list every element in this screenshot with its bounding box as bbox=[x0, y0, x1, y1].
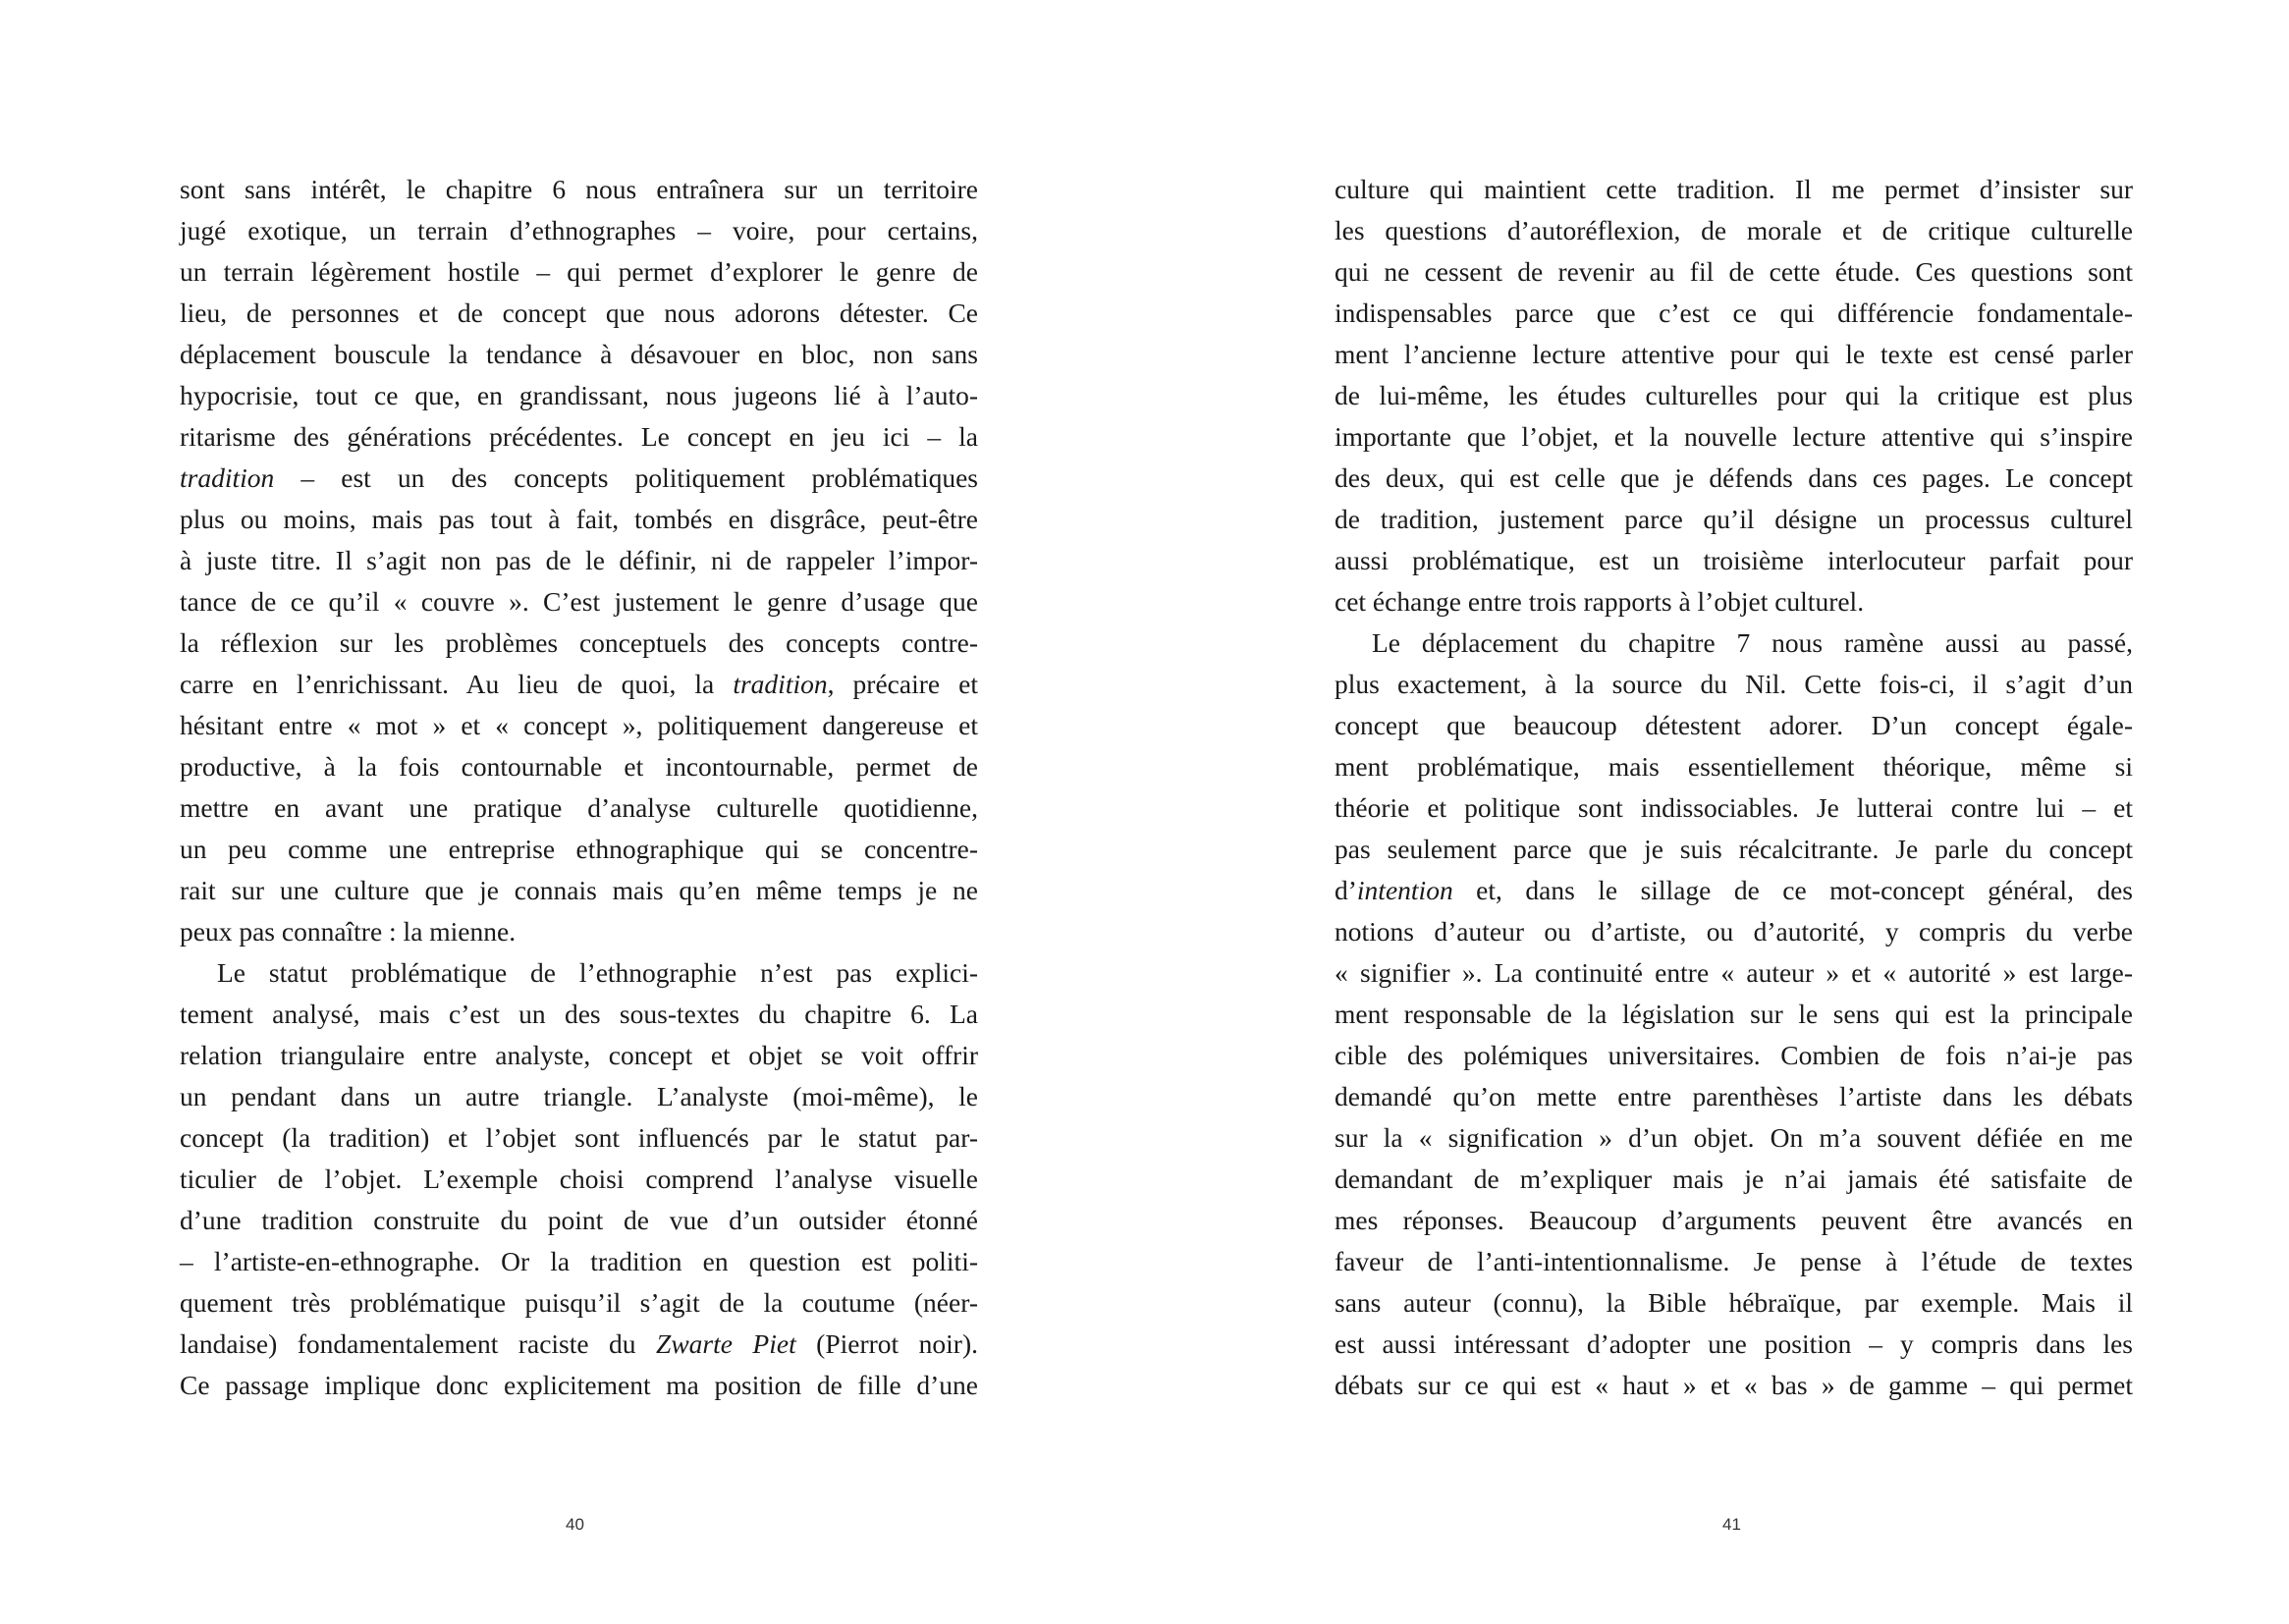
text-segment: peux pas connaître : la mienne. bbox=[180, 916, 517, 947]
text-segment: (Pierrot noir). bbox=[795, 1328, 978, 1359]
text-segment: jugé exotique, un terrain d’ethnographes – voire, pour certains, bbox=[180, 215, 978, 245]
text-line bbox=[180, 623, 978, 664]
text-segment: ritarisme des générations précédentes. Le concept en jeu ici – la bbox=[180, 421, 978, 452]
right-page-text bbox=[1335, 169, 2133, 1406]
left-page bbox=[0, 0, 1144, 1624]
text-line bbox=[180, 870, 978, 911]
text-line bbox=[180, 1200, 978, 1241]
text-line bbox=[1335, 705, 2133, 746]
text-segment: notions d’auteur ou d’artiste, ou d’autorité, y compris du verbe bbox=[1335, 916, 2133, 947]
text-line bbox=[1335, 1200, 2133, 1241]
text-segment: quement très problématique puisqu’il s’agit de la coutume (néer- bbox=[180, 1287, 978, 1318]
text-segment: et, dans le sillage de ce mot-concept général, des bbox=[1452, 875, 2133, 905]
text-line bbox=[1335, 787, 2133, 829]
text-line bbox=[180, 375, 978, 416]
text-segment: – est un des concepts politiquement problématiques bbox=[274, 462, 978, 493]
text-line bbox=[180, 458, 978, 499]
text-line bbox=[1335, 1324, 2133, 1365]
text-segment: un pendant dans un autre triangle. L’analyste (moi-même), le bbox=[180, 1081, 978, 1111]
text-segment: sont sans intérêt, le chapitre 6 nous entraînera sur un territoire bbox=[180, 174, 978, 204]
text-segment: de lui-même, les études culturelles pour qui la critique est plus bbox=[1335, 380, 2133, 410]
text-line bbox=[180, 540, 978, 581]
text-line bbox=[180, 1282, 978, 1324]
text-line bbox=[180, 994, 978, 1035]
text-segment: déplacement bouscule la tendance à désavouer en bloc, non sans bbox=[180, 339, 978, 369]
text-segment: culture qui maintient cette tradition. Il me permet d’insister sur bbox=[1335, 174, 2133, 204]
text-line bbox=[180, 1076, 978, 1117]
text-segment: productive, à la fois contournable et incontournable, permet de bbox=[180, 751, 978, 782]
text-segment: débats sur ce qui est « haut » et « bas » de gamme – qui permet bbox=[1335, 1370, 2133, 1400]
italic-text: tradition bbox=[180, 462, 275, 493]
text-line bbox=[1335, 664, 2133, 705]
text-line bbox=[180, 581, 978, 623]
text-line bbox=[1335, 458, 2133, 499]
text-line bbox=[1335, 1365, 2133, 1406]
text-segment: carre en l’enrichissant. Au lieu de quoi, la bbox=[180, 669, 734, 699]
text-line bbox=[1335, 623, 2133, 664]
text-line bbox=[1335, 1035, 2133, 1076]
text-line bbox=[180, 293, 978, 334]
text-segment: la réflexion sur les problèmes conceptuels des concepts contre- bbox=[180, 627, 978, 658]
text-line bbox=[180, 251, 978, 293]
text-line bbox=[1335, 746, 2133, 787]
text-segment: pas seulement parce que je suis récalcitrante. Je parle du concept bbox=[1335, 834, 2133, 864]
text-line bbox=[1335, 540, 2133, 581]
text-line bbox=[180, 952, 978, 994]
text-segment: « signifier ». La continuité entre « auteur » et « autorité » est large- bbox=[1335, 957, 2133, 988]
text-segment: ment l’ancienne lecture attentive pour qui le texte est censé parler bbox=[1335, 339, 2133, 369]
text-segment: ment problématique, mais essentiellement théorique, même si bbox=[1335, 751, 2133, 782]
text-segment: est aussi intéressant d’adopter une position – y compris dans les bbox=[1335, 1328, 2133, 1359]
text-line bbox=[180, 1241, 978, 1282]
text-line bbox=[1335, 1159, 2133, 1200]
text-line bbox=[1335, 334, 2133, 375]
text-segment: sur la « signification » d’un objet. On m’a souvent défiée en me bbox=[1335, 1122, 2133, 1153]
text-segment: cet échange entre trois rapports à l’objet culturel. bbox=[1335, 586, 1865, 617]
text-line bbox=[1335, 293, 2133, 334]
italic-text: tradition bbox=[733, 669, 828, 699]
text-segment: d’ bbox=[1335, 875, 1357, 905]
text-segment: Le statut problématique de l’ethnographie n’est pas explici- bbox=[217, 957, 978, 988]
text-segment: tance de ce qu’il « couvre ». C’est justement le genre d’usage que bbox=[180, 586, 978, 617]
text-segment: Ce passage implique donc explicitement ma position de fille d’une bbox=[180, 1370, 978, 1400]
text-line bbox=[1335, 1241, 2133, 1282]
text-segment: des deux, qui est celle que je défends dans ces pages. Le concept bbox=[1335, 462, 2133, 493]
text-line bbox=[180, 746, 978, 787]
text-segment: , précaire et bbox=[827, 669, 978, 699]
right-page bbox=[1145, 0, 2289, 1624]
text-segment: hypocrisie, tout ce que, en grandissant, nous jugeons lié à l’auto- bbox=[180, 380, 978, 410]
text-segment: relation triangulaire entre analyste, concept et objet se voit offrir bbox=[180, 1040, 978, 1070]
text-line bbox=[180, 169, 978, 210]
text-line bbox=[180, 705, 978, 746]
text-line bbox=[1335, 952, 2133, 994]
text-segment: – l’artiste-en-ethnographe. Or la tradition en question est politi- bbox=[180, 1246, 978, 1276]
italic-text: intention bbox=[1356, 875, 1453, 905]
text-line bbox=[1335, 416, 2133, 458]
text-segment: concept que beaucoup détestent adorer. D’un concept égale- bbox=[1335, 710, 2133, 740]
text-segment: aussi problématique, est un troisième interlocuteur parfait pour bbox=[1335, 545, 2133, 575]
text-line bbox=[1335, 499, 2133, 540]
text-segment: plus exactement, à la source du Nil. Cette fois-ci, il s’agit d’un bbox=[1335, 669, 2133, 699]
text-segment: concept (la tradition) et l’objet sont influencés par le statut par- bbox=[180, 1122, 978, 1153]
text-line bbox=[180, 210, 978, 251]
text-line bbox=[1335, 1282, 2133, 1324]
text-line bbox=[180, 416, 978, 458]
text-line bbox=[1335, 829, 2133, 870]
text-segment: demandé qu’on mette entre parenthèses l’artiste dans les débats bbox=[1335, 1081, 2133, 1111]
text-segment: de tradition, justement parce qu’il désigne un processus culturel bbox=[1335, 504, 2133, 534]
text-segment: landaise) fondamentalement raciste du bbox=[180, 1328, 657, 1359]
text-line bbox=[1335, 1117, 2133, 1159]
text-line bbox=[1335, 251, 2133, 293]
text-line bbox=[1335, 1076, 2133, 1117]
text-segment: tement analysé, mais c’est un des sous-textes du chapitre 6. La bbox=[180, 999, 978, 1029]
text-line bbox=[180, 1035, 978, 1076]
text-line bbox=[1335, 911, 2133, 952]
text-segment: mes réponses. Beaucoup d’arguments peuvent être avancés en bbox=[1335, 1205, 2133, 1235]
text-segment: qui ne cessent de revenir au fil de cette étude. Ces questions sont bbox=[1335, 256, 2133, 287]
text-segment: ticulier de l’objet. L’exemple choisi comprend l’analyse visuelle bbox=[180, 1164, 978, 1194]
text-line bbox=[1335, 169, 2133, 210]
text-line bbox=[180, 499, 978, 540]
text-segment: importante que l’objet, et la nouvelle lecture attentive qui s’inspire bbox=[1335, 421, 2133, 452]
page-number: 41 bbox=[1722, 1515, 1741, 1534]
text-segment: faveur de l’anti-intentionnalisme. Je pense à l’étude de textes bbox=[1335, 1246, 2133, 1276]
text-line bbox=[180, 664, 978, 705]
text-line bbox=[180, 1324, 978, 1365]
text-line bbox=[1335, 375, 2133, 416]
text-segment: ment responsable de la législation sur le sens qui est la principale bbox=[1335, 999, 2133, 1029]
text-segment: un terrain légèrement hostile – qui permet d’explorer le genre de bbox=[180, 256, 978, 287]
text-segment: plus ou moins, mais pas tout à fait, tombés en disgrâce, peut-être bbox=[180, 504, 978, 534]
text-line bbox=[180, 829, 978, 870]
text-line bbox=[180, 787, 978, 829]
text-segment: les questions d’autoréflexion, de morale et de critique culturelle bbox=[1335, 215, 2133, 245]
text-segment: rait sur une culture que je connais mais qu’en même temps je ne bbox=[180, 875, 978, 905]
text-segment: théorie et politique sont indissociables. Je lutterai contre lui – et bbox=[1335, 792, 2133, 823]
text-line bbox=[1335, 581, 2133, 623]
text-segment: d’une tradition construite du point de vue d’un outsider étonné bbox=[180, 1205, 978, 1235]
text-segment: demandant de m’expliquer mais je n’ai jamais été satisfaite de bbox=[1335, 1164, 2133, 1194]
page-number: 40 bbox=[566, 1515, 584, 1534]
text-line bbox=[180, 1117, 978, 1159]
text-segment: indispensables parce que c’est ce qui différencie fondamentale- bbox=[1335, 298, 2133, 328]
text-line bbox=[1335, 210, 2133, 251]
text-segment: Le déplacement du chapitre 7 nous ramène aussi au passé, bbox=[1372, 627, 2133, 658]
text-line bbox=[1335, 870, 2133, 911]
text-segment: mettre en avant une pratique d’analyse culturelle quotidienne, bbox=[180, 792, 978, 823]
text-line bbox=[180, 911, 978, 952]
text-segment: lieu, de personnes et de concept que nous adorons détester. Ce bbox=[180, 298, 978, 328]
text-line bbox=[180, 334, 978, 375]
text-segment: un peu comme une entreprise ethnographique qui se concentre- bbox=[180, 834, 978, 864]
text-line bbox=[180, 1159, 978, 1200]
left-page-text bbox=[180, 169, 978, 1406]
text-segment: à juste titre. Il s’agit non pas de le définir, ni de rappeler l’impor- bbox=[180, 545, 978, 575]
text-line bbox=[1335, 994, 2133, 1035]
italic-text: Zwarte Piet bbox=[656, 1328, 796, 1359]
text-segment: hésitant entre « mot » et « concept », politiquement dangereuse et bbox=[180, 710, 978, 740]
text-segment: sans auteur (connu), la Bible hébraïque, par exemple. Mais il bbox=[1335, 1287, 2133, 1318]
text-segment: cible des polémiques universitaires. Combien de fois n’ai-je pas bbox=[1335, 1040, 2133, 1070]
text-line bbox=[180, 1365, 978, 1406]
